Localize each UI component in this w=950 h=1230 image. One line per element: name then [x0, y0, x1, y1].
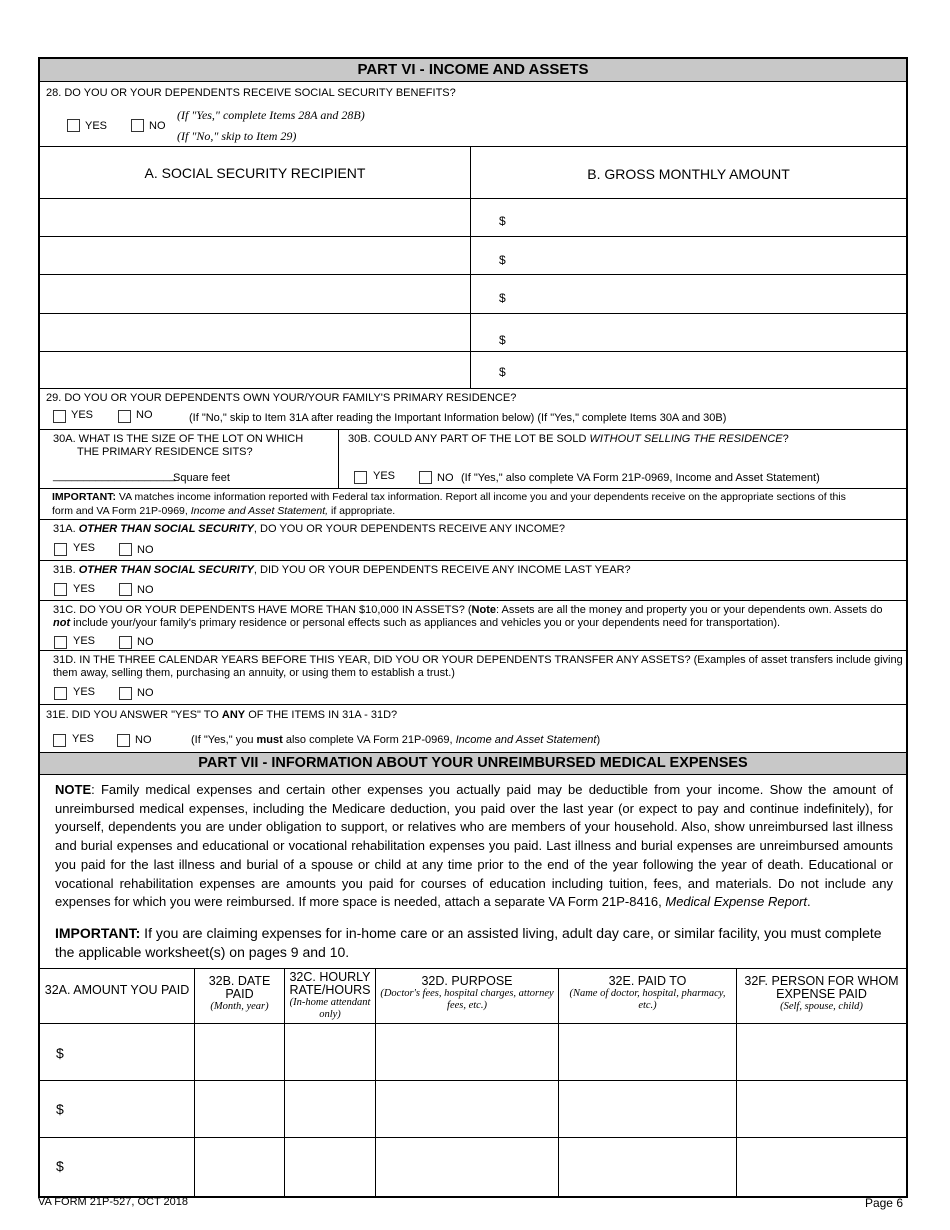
q29-no-label: NO: [136, 409, 153, 421]
q30a-sqft-field[interactable]: ____________________: [53, 470, 176, 482]
q31e-no-checkbox[interactable]: [117, 734, 130, 747]
q31c-yes-checkbox[interactable]: [54, 636, 67, 649]
q31e-section: [40, 705, 906, 753]
q31d-label-2: them away, selling them, purchasing an annuity, or using them to establish a trust.): [53, 667, 455, 679]
expense-amount-dollar: $: [56, 1045, 64, 1061]
expense-amount-dollar: $: [56, 1101, 64, 1117]
q31b-yes-label: YES: [73, 583, 96, 595]
q31e-label: 31E. DID YOU ANSWER "YES" TO ANY OF THE ITEMS IN 31A - 31D?: [46, 709, 398, 721]
q30b-yes-checkbox[interactable]: [354, 471, 367, 484]
q31b-section: [40, 561, 906, 601]
q29-yes-label: YES: [71, 409, 94, 421]
note-text: NOTE: Family medical expenses and certain other expenses you actually paid may be deductible from your income. Show the amount of unreimbursed medical expenses, including the Medicare deduction, you paid over the last year (or expect to pay and continue indefinitely), for yourself, dependents you are under obligation to support, or relatives who are members of your household. Also, show unreimbursed last illness and burial expenses and educational or vocational rehabilitation expenses you paid. Last illness and burial expenses are unreimbursed amounts you paid for the last illness and burial of a spouse or child at any time prior to the end of the year following the year of death. Educational or vocational rehabilitation expenses are amounts you paid for courses of education including tuition, fees, and materials. Do not include any expenses for which you were reimbursed. If more space is needed, attach a separate VA Form 21P-8416, Medical Expense Report.: [55, 782, 893, 910]
col-32a-header: 32A. AMOUNT YOU PAID: [44, 983, 190, 997]
q31b-label: 31B. OTHER THAN SOCIAL SECURITY, DID YOU OR YOUR DEPENDENTS RECEIVE ANY INCOME LAST YEAR?: [53, 564, 631, 576]
q31b-no-checkbox[interactable]: [119, 583, 132, 596]
ss-amount-dollar: $: [499, 365, 506, 379]
q30b-label: 30B. COULD ANY PART OF THE LOT BE SOLD WITHOUT SELLING THE RESIDENCE?: [348, 433, 789, 445]
q31d-no-label: NO: [137, 687, 154, 699]
ss-col-a-header: A. SOCIAL SECURITY RECIPIENT: [144, 165, 366, 181]
col-32f-header: 32F. PERSON FOR WHOM EXPENSE PAID (Self, spouse, child): [744, 974, 899, 1012]
q31d-yes-label: YES: [73, 686, 96, 698]
q30a-label: 30A. WHAT IS THE SIZE OF THE LOT ON WHICH: [53, 433, 304, 445]
q31b-no-label: NO: [137, 584, 154, 596]
q31d-yes-checkbox[interactable]: [54, 687, 67, 700]
q30b-hint: (If "Yes," also complete VA Form 21P-0969, Income and Asset Statement): [461, 472, 820, 484]
q31a-section: [40, 520, 906, 561]
part7-header: PART VII - INFORMATION ABOUT YOUR UNREIMBURSED MEDICAL EXPENSES: [40, 753, 906, 775]
q31d-label: 31D. IN THE THREE CALENDAR YEARS BEFORE THIS YEAR, DID YOU OR YOUR DEPENDENTS TRANSFER ANY ASSETS? (Examples of asset transfers include giving: [53, 654, 903, 666]
q31d-no-checkbox[interactable]: [119, 687, 132, 700]
q30a-unit: Square feet: [173, 472, 230, 484]
q31c-section: [40, 601, 906, 651]
important-line2: form and VA Form 21P-0969, Income and Asset Statement, if appropriate.: [52, 505, 396, 517]
form-frame: [38, 57, 908, 1198]
ss-recipient-field[interactable]: [40, 275, 470, 313]
q31e-yes-checkbox[interactable]: [53, 734, 66, 747]
q31c-label: 31C. DO YOU OR YOUR DEPENDENTS HAVE MORE THAN $10,000 IN ASSETS? (Note: Assets are all the money and property you or your dependents own. Assets do: [53, 604, 883, 616]
ss-row: [40, 275, 906, 314]
q30-section: [40, 430, 906, 489]
q28-section: [40, 82, 906, 147]
q29-yes-checkbox[interactable]: [53, 410, 66, 423]
q30a-label-2: THE PRIMARY RESIDENCE SITS?: [77, 446, 253, 458]
part6-header: PART VI - INCOME AND ASSETS: [40, 59, 906, 82]
q31c-label-2: not include your/your family's primary residence or personal effects such as appliances and vehicles you or your dependents need for transportation).: [53, 617, 781, 629]
q29-no-checkbox[interactable]: [118, 410, 131, 423]
col-32c-header: 32C. HOURLY RATE/HOURS (In-home attendant only): [289, 970, 371, 1020]
q31a-yes-label: YES: [73, 542, 96, 554]
q31d-section: [40, 651, 906, 705]
q31c-no-label: NO: [137, 636, 154, 648]
ss-amount-dollar: $: [499, 291, 506, 305]
ss-recipient-field[interactable]: [40, 237, 470, 274]
q28-yes-checkbox[interactable]: [67, 119, 80, 132]
ss-row: [40, 199, 906, 237]
ss-amount-dollar: $: [499, 214, 506, 228]
ss-col-b-header: B. GROSS MONTHLY AMOUNT: [587, 166, 790, 182]
q28-no-checkbox[interactable]: [131, 119, 144, 132]
ss-table-header: [40, 147, 906, 199]
q29-hint: (If "No," skip to Item 31A after reading the Important Information below) (If "Yes," complete Items 30A and 30B): [189, 412, 727, 424]
q31a-no-label: NO: [137, 544, 154, 556]
q29-label: 29. DO YOU OR YOUR DEPENDENTS OWN YOUR/YOUR FAMILY'S PRIMARY RESIDENCE?: [46, 392, 517, 404]
ss-row: [40, 314, 906, 352]
expense-amount-dollar: $: [56, 1158, 64, 1174]
ss-row: [40, 352, 906, 389]
q28-hint-yes: (If "Yes," complete Items 28A and 28B): [177, 108, 365, 122]
important-medical-text: IMPORTANT: If you are claiming expenses for in-home care or an assisted living, adult day care, or similar facility, you must complete the applicable worksheet(s) on pages 9 and 10.: [55, 925, 882, 960]
medical-expense-table: [40, 969, 906, 1196]
q28-label: 28. DO YOU OR YOUR DEPENDENTS RECEIVE SOCIAL SECURITY BENEFITS?: [46, 87, 456, 99]
q31e-yes-label: YES: [72, 733, 95, 745]
q31e-no-label: NO: [135, 734, 152, 746]
page-number: Page 6: [864, 1196, 903, 1210]
q28-hint-no: (If "No," skip to Item 29): [177, 129, 297, 143]
form-id: VA FORM 21P-527, OCT 2018: [38, 1196, 188, 1208]
col-32b-header: 32B. DATE PAID (Month, year): [208, 974, 271, 1012]
col-32d-header: 32D. PURPOSE (Doctor's fees, hospital charges, attorney fees, etc.): [380, 974, 554, 1011]
q31c-no-checkbox[interactable]: [119, 636, 132, 649]
ss-recipient-field[interactable]: [40, 352, 470, 388]
q31e-hint: (If "Yes," you must also complete VA Form 21P-0969, Income and Asset Statement): [191, 734, 601, 746]
ss-recipient-field[interactable]: [40, 199, 470, 236]
ss-amount-dollar: $: [499, 333, 506, 347]
q31c-yes-label: YES: [73, 635, 96, 647]
q30b-yes-label: YES: [373, 470, 396, 482]
ss-amount-dollar: $: [499, 253, 506, 267]
q29-section: [40, 389, 906, 430]
ss-recipient-field[interactable]: [40, 314, 470, 351]
q31b-yes-checkbox[interactable]: [54, 583, 67, 596]
ss-row: [40, 237, 906, 275]
q30b-no-label: NO: [437, 472, 454, 484]
q30b-no-checkbox[interactable]: [419, 471, 432, 484]
note-section: [40, 775, 906, 969]
important-section: [40, 489, 906, 520]
q28-yes-label: YES: [85, 120, 108, 132]
q28-no-label: NO: [149, 120, 166, 132]
col-32e-header: 32E. PAID TO (Name of doctor, hospital, pharmacy, etc.): [569, 974, 726, 1011]
q31a-label: 31A. OTHER THAN SOCIAL SECURITY, DO YOU OR YOUR DEPENDENTS RECEIVE ANY INCOME?: [53, 523, 566, 535]
q31a-no-checkbox[interactable]: [119, 543, 132, 556]
q31a-yes-checkbox[interactable]: [54, 543, 67, 556]
important-line1: IMPORTANT: VA matches income information reported with Federal tax information. Report all income you and your dependents receive on the appropriate sections of this: [52, 491, 846, 503]
